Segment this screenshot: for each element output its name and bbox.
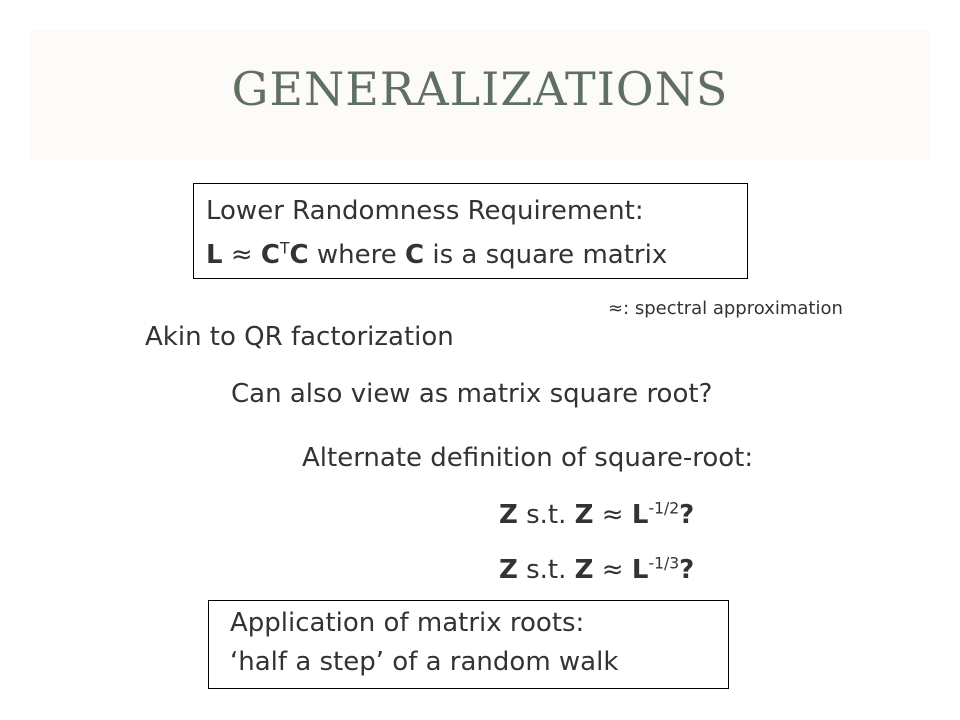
exponent-superscript: -1/3: [648, 554, 680, 573]
question-mark: ?: [679, 555, 695, 585]
var-C: C: [405, 240, 425, 270]
slide-title: GENERALIZATIONS: [231, 62, 729, 116]
akin-qr-text: Akin to QR factorization: [145, 322, 454, 352]
approx-symbol: ≈: [601, 500, 624, 530]
var-C: C: [260, 240, 280, 270]
requirement-formula: [206, 240, 667, 270]
var-L: L: [206, 240, 223, 270]
where-text: where: [316, 240, 397, 270]
such-that-text: s.t.: [526, 500, 567, 530]
var-Z: Z: [574, 555, 594, 585]
approx-symbol: ≈: [601, 555, 624, 585]
var-L: L: [631, 555, 649, 585]
question-mark: ?: [679, 500, 695, 530]
square-matrix-text: is a square matrix: [432, 240, 668, 270]
z-half-root-formula: [499, 500, 694, 530]
exponent-superscript: -1/2: [648, 499, 680, 518]
transpose-superscript: T: [280, 239, 290, 258]
spectral-approximation-note: ≈: spectral approximation: [608, 298, 843, 319]
z-third-root-formula: [499, 555, 694, 585]
random-walk-text: ‘half a step’ of a random walk: [230, 647, 619, 677]
var-Z: Z: [499, 555, 518, 585]
var-Z: Z: [574, 500, 594, 530]
square-root-question: Can also view as matrix square root?: [231, 379, 713, 409]
application-heading: Application of matrix roots:: [230, 608, 585, 638]
such-that-text: s.t.: [526, 555, 567, 585]
var-L: L: [631, 500, 649, 530]
var-C: C: [289, 240, 309, 270]
requirement-heading: Lower Randomness Requirement:: [206, 196, 644, 226]
alternate-definition-text: Alternate definition of square-root:: [302, 443, 754, 473]
var-Z: Z: [499, 500, 518, 530]
approx-symbol: ≈: [230, 240, 253, 270]
